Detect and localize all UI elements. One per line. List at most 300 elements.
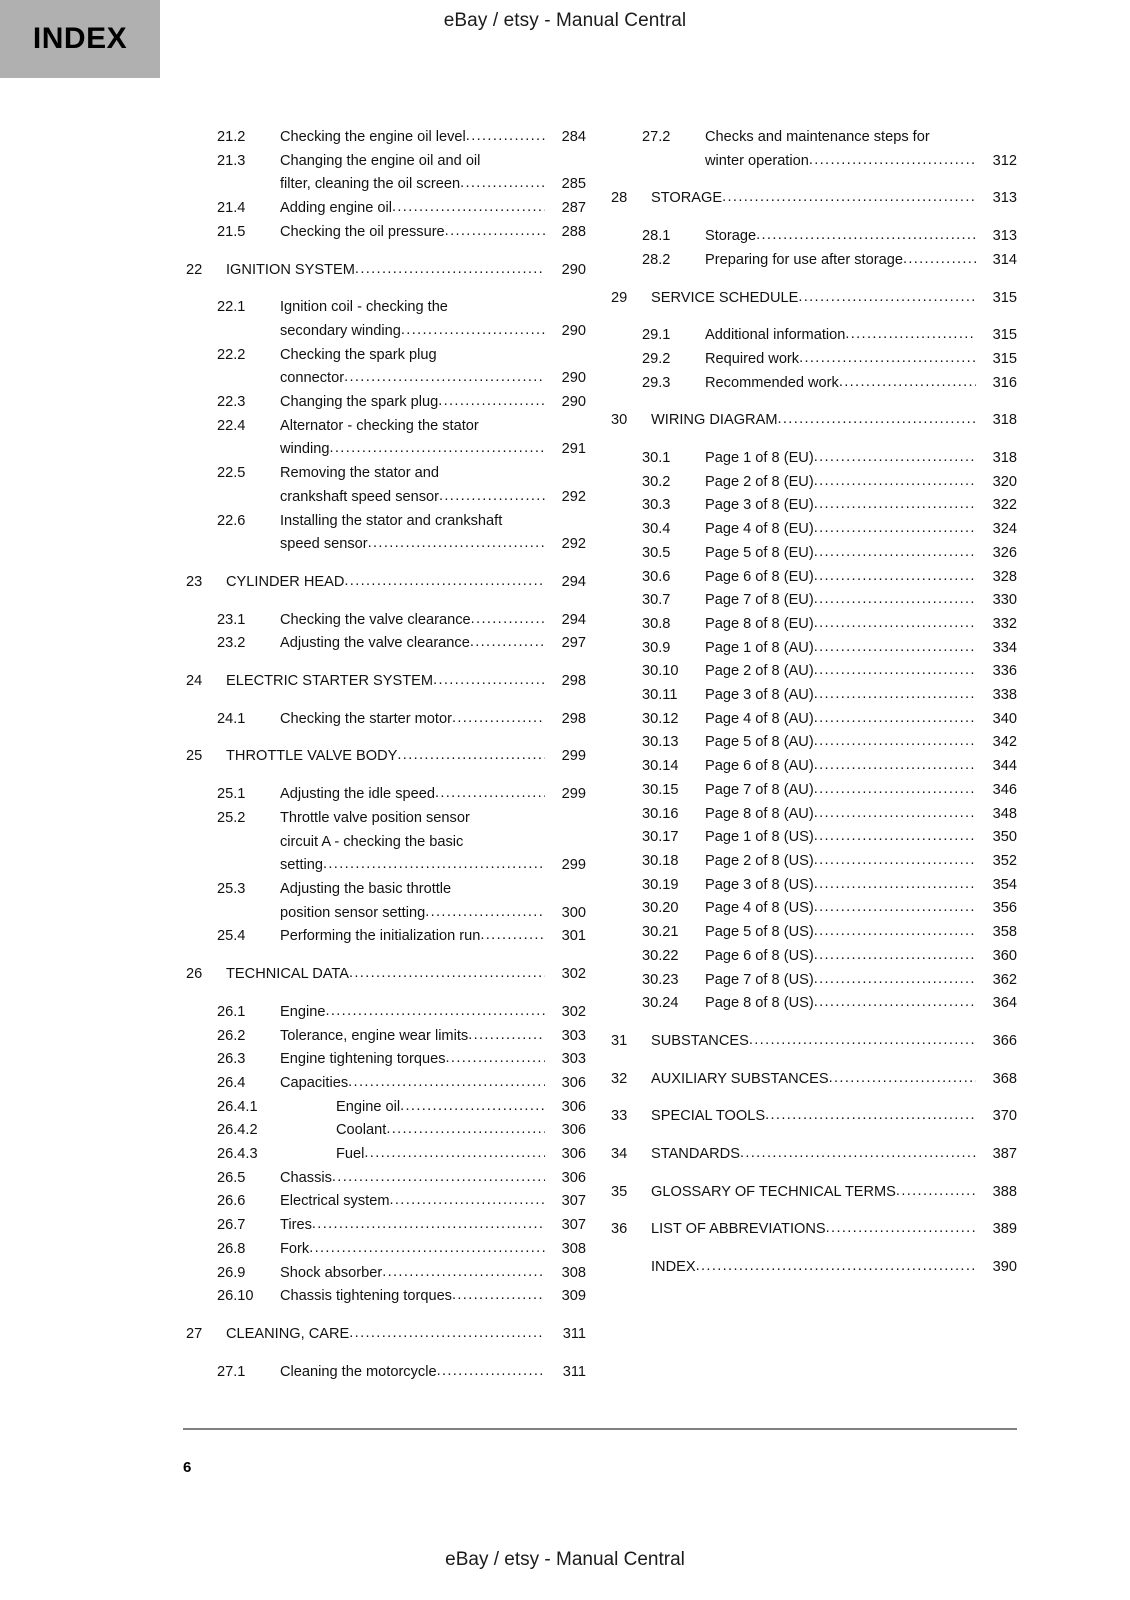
toc-entry-title-wrap bbox=[280, 1238, 545, 1262]
toc-entry-line bbox=[611, 921, 1017, 945]
toc-entry-title-wrap bbox=[705, 660, 976, 684]
toc-entry-page: 328 bbox=[992, 568, 1017, 585]
toc-entry-line bbox=[186, 197, 586, 221]
toc-entry-number: 26.6 bbox=[217, 1193, 246, 1210]
toc-leader-dots bbox=[814, 945, 976, 968]
toc-entry-page: 318 bbox=[992, 412, 1017, 429]
toc-entry-title-wrap bbox=[705, 471, 976, 495]
toc-entry[interactable] bbox=[186, 1001, 586, 1025]
toc-entry-page: 301 bbox=[561, 928, 586, 945]
toc-entry-line bbox=[611, 684, 1017, 708]
toc-leader-dots bbox=[814, 518, 976, 541]
toc-entry-title: Chassis tightening torques bbox=[280, 1288, 452, 1305]
toc-leader-dots bbox=[903, 249, 976, 272]
toc-entry-title-wrap bbox=[280, 367, 545, 391]
toc-entry-title-wrap bbox=[705, 249, 976, 273]
toc-entry-line bbox=[186, 391, 586, 415]
toc-entry-page: 313 bbox=[992, 190, 1017, 207]
toc-entry-page: 306 bbox=[561, 1146, 586, 1163]
toc-entry-title: SERVICE SCHEDULE bbox=[651, 289, 799, 306]
toc-entry-number: 30.2 bbox=[642, 473, 671, 490]
toc-entry-title-wrap bbox=[705, 566, 976, 590]
toc-leader-dots bbox=[814, 660, 976, 683]
toc-entry-title-wrap bbox=[705, 803, 976, 827]
toc-entry-page: 303 bbox=[561, 1051, 586, 1068]
toc-entry-title: Storage bbox=[705, 228, 757, 245]
toc-entry-title: Adjusting the idle speed bbox=[280, 786, 435, 803]
toc-entry[interactable] bbox=[611, 187, 1017, 211]
toc-entry-line bbox=[186, 1214, 586, 1238]
toc-leader-dots bbox=[814, 850, 976, 873]
toc-entry-number: 22.3 bbox=[217, 394, 246, 411]
toc-entry[interactable] bbox=[186, 1262, 586, 1286]
toc-entry-line bbox=[186, 1096, 586, 1120]
toc-entry[interactable] bbox=[611, 921, 1017, 945]
toc-entry-title-wrap bbox=[280, 150, 545, 174]
toc-entry-title: speed sensor bbox=[280, 536, 368, 553]
toc-entry-line bbox=[186, 632, 586, 656]
toc-entry[interactable] bbox=[186, 1285, 586, 1309]
toc-entry[interactable] bbox=[186, 571, 586, 595]
toc-leader-dots bbox=[756, 225, 976, 248]
toc-entry-title: STORAGE bbox=[651, 190, 723, 207]
toc-entry[interactable] bbox=[611, 637, 1017, 661]
toc-entry-title-wrap bbox=[280, 533, 545, 557]
toc-entry-title-wrap bbox=[226, 963, 545, 987]
toc-entry-number: 27.2 bbox=[642, 129, 671, 145]
toc-entry-title-wrap bbox=[280, 783, 545, 807]
toc-entry-title: Page 2 of 8 (EU) bbox=[705, 473, 814, 490]
toc-entry[interactable] bbox=[611, 494, 1017, 518]
toc-entry[interactable] bbox=[186, 259, 586, 283]
toc-entry-number: 26.2 bbox=[217, 1027, 246, 1044]
toc-entry-title: Adjusting the basic throttle bbox=[280, 880, 452, 897]
toc-leader-dots bbox=[814, 589, 976, 612]
toc-leader-dots bbox=[471, 609, 545, 632]
toc-entry-number: 25 bbox=[186, 748, 203, 765]
toc-leader-dots bbox=[323, 854, 545, 877]
toc-entry-title-wrap bbox=[280, 344, 545, 368]
toc-entry[interactable] bbox=[186, 670, 586, 694]
toc-entry-page: 334 bbox=[992, 639, 1017, 656]
toc-entry[interactable] bbox=[611, 1030, 1017, 1054]
toc-leader-dots bbox=[839, 372, 976, 395]
toc-entry-page: 318 bbox=[992, 450, 1017, 467]
toc-entry[interactable] bbox=[186, 510, 586, 557]
toc-entry-page: 308 bbox=[561, 1264, 586, 1281]
toc-entry[interactable] bbox=[611, 874, 1017, 898]
toc-entry-line bbox=[186, 1285, 586, 1309]
toc-entry-line bbox=[611, 324, 1017, 348]
toc-leader-dots bbox=[814, 897, 976, 920]
index-tab-label: INDEX bbox=[32, 22, 128, 55]
toc-entry-title: Performing the initialization run bbox=[280, 928, 481, 945]
toc-entry-title-wrap bbox=[705, 348, 976, 372]
toc-entry-title-wrap bbox=[705, 518, 976, 542]
toc-leader-dots bbox=[814, 803, 976, 826]
toc-entry-number: 26.4.2 bbox=[217, 1122, 258, 1139]
toc-entry[interactable] bbox=[186, 391, 586, 415]
toc-leader-dots bbox=[829, 1068, 976, 1091]
toc-entry[interactable] bbox=[186, 1190, 586, 1214]
toc-entry-page: 358 bbox=[992, 924, 1017, 941]
toc-entry-line bbox=[186, 259, 586, 283]
toc-entry-number: 23 bbox=[186, 573, 203, 590]
toc-entry-number: 22.1 bbox=[217, 299, 246, 316]
toc-entry[interactable] bbox=[611, 708, 1017, 732]
toc-entry-title: Page 8 of 8 (EU) bbox=[705, 615, 814, 632]
toc-entry[interactable] bbox=[186, 462, 586, 509]
toc-entry[interactable] bbox=[186, 1143, 586, 1167]
toc-entry-page: 294 bbox=[561, 611, 586, 628]
toc-entry[interactable] bbox=[186, 1167, 586, 1191]
toc-entry-title: Fork bbox=[280, 1240, 310, 1257]
toc-entry[interactable] bbox=[611, 969, 1017, 993]
toc-entry-page: 350 bbox=[992, 829, 1017, 846]
toc-leader-dots bbox=[896, 1181, 976, 1204]
toc-entry-number: 27 bbox=[186, 1325, 203, 1342]
toc-entry[interactable] bbox=[611, 447, 1017, 471]
toc-entry[interactable] bbox=[186, 1214, 586, 1238]
toc-entry-line bbox=[611, 518, 1017, 542]
toc-entry[interactable] bbox=[186, 1096, 586, 1120]
toc-entry[interactable] bbox=[611, 613, 1017, 637]
toc-entry-line bbox=[611, 589, 1017, 613]
toc-entry-line bbox=[611, 249, 1017, 273]
toc-entry-line bbox=[186, 1048, 586, 1072]
toc-entry-title-wrap bbox=[280, 438, 545, 462]
toc-leader-dots bbox=[466, 126, 545, 149]
toc-entry-title: Page 1 of 8 (US) bbox=[705, 829, 814, 846]
toc-entry-number: 26.5 bbox=[217, 1169, 246, 1186]
toc-entry-line bbox=[611, 494, 1017, 518]
toc-entry[interactable] bbox=[186, 1025, 586, 1049]
toc-entry-title-wrap bbox=[280, 609, 545, 633]
toc-entry-title: Page 8 of 8 (US) bbox=[705, 995, 814, 1012]
toc-entry-number: 30.9 bbox=[642, 639, 671, 656]
toc-entry[interactable] bbox=[186, 1361, 586, 1385]
toc-entry[interactable] bbox=[611, 1181, 1017, 1205]
toc-entry-number: 35 bbox=[611, 1183, 628, 1200]
toc-entry-title: Tolerance, engine wear limits bbox=[280, 1027, 469, 1044]
header-brand-text: eBay / etsy - Manual Central bbox=[443, 10, 687, 31]
toc-entry-title-wrap bbox=[280, 221, 545, 245]
toc-entry[interactable] bbox=[186, 609, 586, 633]
toc-entry[interactable] bbox=[611, 1143, 1017, 1167]
toc-entry-title-wrap bbox=[705, 684, 976, 708]
toc-entry[interactable] bbox=[611, 945, 1017, 969]
toc-entry-line bbox=[611, 126, 1017, 150]
toc-entry[interactable] bbox=[186, 963, 586, 987]
toc-entry-line bbox=[611, 1105, 1017, 1129]
toc-entry-number: 30.10 bbox=[642, 663, 679, 680]
toc-entry-number: 30.14 bbox=[642, 758, 679, 775]
toc-leader-dots bbox=[809, 150, 976, 173]
toc-entry-line bbox=[186, 902, 586, 926]
toc-leader-dots bbox=[452, 708, 545, 731]
toc-entry-page: 352 bbox=[992, 852, 1017, 869]
toc-leader-dots bbox=[312, 1214, 545, 1237]
toc-entry-number: 30.21 bbox=[642, 924, 679, 941]
toc-entry-number: 26.4.1 bbox=[217, 1098, 258, 1115]
toc-entry-page: 303 bbox=[561, 1027, 586, 1044]
toc-entry[interactable] bbox=[611, 589, 1017, 613]
toc-entry-title: Page 3 of 8 (AU) bbox=[705, 687, 814, 704]
toc-entry[interactable] bbox=[186, 708, 586, 732]
toc-entry-title-wrap bbox=[705, 945, 976, 969]
toc-entry[interactable] bbox=[611, 471, 1017, 495]
toc-entry[interactable] bbox=[611, 660, 1017, 684]
toc-entry-line bbox=[186, 296, 586, 320]
toc-entry-title-wrap bbox=[280, 173, 545, 197]
toc-entry[interactable] bbox=[611, 372, 1017, 396]
toc-entry-number: 26.7 bbox=[217, 1217, 246, 1234]
toc-entry-title: THROTTLE VALVE BODY bbox=[226, 748, 398, 765]
toc-entry-page: 344 bbox=[992, 758, 1017, 775]
toc-entry-title-wrap bbox=[280, 925, 545, 949]
toc-entry[interactable] bbox=[611, 779, 1017, 803]
toc-entry-number: 29 bbox=[611, 289, 628, 306]
toc-entry-number: 25.1 bbox=[217, 786, 246, 803]
toc-entry[interactable] bbox=[611, 348, 1017, 372]
toc-entry-title-wrap bbox=[280, 320, 545, 344]
toc-entry-line bbox=[611, 945, 1017, 969]
toc-entry-title: Page 2 of 8 (AU) bbox=[705, 663, 814, 680]
toc-entry[interactable] bbox=[186, 783, 586, 807]
toc-entry[interactable] bbox=[186, 126, 586, 150]
toc-entry-title-wrap bbox=[280, 1001, 545, 1025]
toc-leader-dots bbox=[439, 486, 545, 509]
toc-entry-title-wrap bbox=[280, 126, 545, 150]
toc-entry[interactable] bbox=[186, 1072, 586, 1096]
toc-entry-line bbox=[611, 1181, 1017, 1205]
toc-entry[interactable] bbox=[611, 826, 1017, 850]
toc-entry-title-wrap bbox=[705, 969, 976, 993]
toc-entry[interactable] bbox=[186, 878, 586, 925]
toc-leader-dots bbox=[435, 783, 545, 806]
toc-leader-dots bbox=[438, 391, 545, 414]
toc-entry[interactable] bbox=[611, 850, 1017, 874]
toc-entry-page: 313 bbox=[992, 228, 1017, 245]
toc-entry[interactable] bbox=[611, 409, 1017, 433]
toc-entry-title: CLEANING, CARE bbox=[226, 1325, 350, 1342]
toc-entry-page: 338 bbox=[992, 687, 1017, 704]
toc-leader-dots bbox=[386, 1119, 545, 1142]
toc-entry-number: 28 bbox=[611, 190, 628, 207]
toc-entry-line bbox=[611, 1143, 1017, 1167]
toc-entry[interactable] bbox=[186, 807, 586, 878]
toc-entry[interactable] bbox=[611, 324, 1017, 348]
toc-leader-dots bbox=[468, 1025, 545, 1048]
toc-entry-line bbox=[186, 1323, 586, 1347]
toc-entry-line bbox=[186, 150, 586, 174]
toc-entry-number: 22.2 bbox=[217, 346, 246, 363]
toc-entry-number: 30.7 bbox=[642, 592, 671, 609]
toc-entry-title-wrap bbox=[280, 415, 545, 439]
toc-entry-line bbox=[186, 533, 586, 557]
toc-entry-title-wrap bbox=[705, 897, 976, 921]
toc-entry-line bbox=[611, 1030, 1017, 1054]
footer-divider bbox=[183, 1428, 1017, 1430]
toc-entry-page: 292 bbox=[561, 536, 586, 553]
toc-entry-title-wrap bbox=[705, 826, 976, 850]
toc-entry[interactable] bbox=[611, 518, 1017, 542]
toc-entry[interactable] bbox=[611, 897, 1017, 921]
toc-entry-line bbox=[611, 826, 1017, 850]
toc-entry-title: LIST OF ABBREVIATIONS bbox=[651, 1221, 826, 1238]
toc-entry-line bbox=[611, 1068, 1017, 1092]
toc-entry-line bbox=[611, 287, 1017, 311]
toc-entry[interactable] bbox=[186, 1238, 586, 1262]
toc-entry-page: 332 bbox=[992, 615, 1017, 632]
toc-entry-page: 316 bbox=[992, 374, 1017, 391]
toc-entry-line bbox=[611, 187, 1017, 211]
toc-entry-title-wrap bbox=[226, 571, 545, 595]
toc-entry-number: 33 bbox=[611, 1108, 628, 1125]
toc-entry[interactable] bbox=[186, 415, 586, 462]
toc-entry[interactable] bbox=[611, 1218, 1017, 1242]
toc-entry[interactable] bbox=[611, 542, 1017, 566]
toc-entry-title: filter, cleaning the oil screen bbox=[280, 176, 461, 193]
toc-entry-title-wrap bbox=[705, 708, 976, 732]
toc-entry-title: connector bbox=[280, 370, 345, 387]
toc-entry-page: 306 bbox=[561, 1098, 586, 1115]
toc-entry-title-wrap bbox=[651, 1256, 976, 1280]
toc-entry-line bbox=[186, 807, 586, 831]
toc-entry-number: 28.1 bbox=[642, 228, 671, 245]
toc-entry-title-wrap bbox=[651, 1218, 976, 1242]
toc-entry-title-wrap bbox=[705, 779, 976, 803]
toc-entry-title-wrap bbox=[705, 372, 976, 396]
toc-entry-title-wrap bbox=[280, 391, 545, 415]
toc-entry-page: 290 bbox=[561, 394, 586, 411]
toc-leader-dots bbox=[452, 1285, 545, 1308]
toc-entry-title: Page 4 of 8 (US) bbox=[705, 900, 814, 917]
toc-entry-page: 342 bbox=[992, 734, 1017, 751]
toc-leader-dots bbox=[364, 1143, 545, 1166]
toc-leader-dots bbox=[845, 324, 976, 347]
toc-entry[interactable] bbox=[611, 1068, 1017, 1092]
toc-entry-page: 299 bbox=[561, 786, 586, 803]
toc-entry[interactable] bbox=[186, 296, 586, 343]
toc-entry-line bbox=[186, 173, 586, 197]
toc-entry-line bbox=[611, 969, 1017, 993]
toc-entry-line bbox=[186, 344, 586, 368]
toc-entry-title: Cleaning the motorcycle bbox=[280, 1363, 437, 1380]
toc-entry-page: 315 bbox=[992, 327, 1017, 344]
toc-entry-line bbox=[186, 1167, 586, 1191]
toc-entry[interactable] bbox=[611, 803, 1017, 827]
toc-entry[interactable] bbox=[611, 731, 1017, 755]
toc-entry[interactable] bbox=[186, 150, 586, 197]
toc-entry-line bbox=[186, 571, 586, 595]
toc-leader-dots bbox=[325, 1001, 545, 1024]
toc-entry-page: 307 bbox=[561, 1193, 586, 1210]
toc-entry[interactable] bbox=[186, 1048, 586, 1072]
toc-entry-title: Page 4 of 8 (EU) bbox=[705, 521, 814, 538]
toc-entry[interactable] bbox=[611, 1105, 1017, 1129]
toc-entry-title: Chassis bbox=[280, 1169, 332, 1186]
toc-entry[interactable] bbox=[611, 287, 1017, 311]
toc-entry-page: 326 bbox=[992, 544, 1017, 561]
toc-entry[interactable] bbox=[186, 197, 586, 221]
toc-entry-line bbox=[186, 510, 586, 534]
toc-entry-title: Changing the spark plug bbox=[280, 394, 439, 411]
toc-entry[interactable] bbox=[611, 755, 1017, 779]
toc-entry-page: 311 bbox=[562, 1363, 586, 1380]
toc-entry[interactable] bbox=[611, 249, 1017, 273]
toc-entry[interactable] bbox=[611, 566, 1017, 590]
toc-entry[interactable] bbox=[611, 1256, 1017, 1280]
toc-entry-line bbox=[611, 372, 1017, 396]
toc-entry[interactable] bbox=[186, 745, 586, 769]
toc-entry-title: Checking the oil pressure bbox=[280, 223, 445, 240]
toc-entry-title-wrap bbox=[705, 225, 976, 249]
toc-entry-title: Checking the valve clearance bbox=[280, 611, 471, 628]
toc-entry-line bbox=[611, 850, 1017, 874]
toc-entry-title: INDEX bbox=[651, 1259, 696, 1276]
toc-leader-dots bbox=[397, 745, 545, 768]
toc-entry[interactable] bbox=[186, 221, 586, 245]
toc-entry-title: Additional information bbox=[705, 327, 846, 344]
toc-entry[interactable] bbox=[186, 925, 586, 949]
toc-entry-number: 25.3 bbox=[217, 880, 246, 897]
toc-entry[interactable] bbox=[186, 632, 586, 656]
toc-entry-title: winding bbox=[280, 441, 330, 458]
toc-entry[interactable] bbox=[611, 225, 1017, 249]
toc-entry-title: Recommended work bbox=[705, 374, 839, 391]
toc-entry-number: 21.4 bbox=[217, 200, 246, 217]
toc-entry-number: 32 bbox=[611, 1070, 628, 1087]
toc-entry-title: CYLINDER HEAD bbox=[226, 573, 345, 590]
toc-entry-title-wrap bbox=[705, 755, 976, 779]
toc-entry-title-wrap bbox=[651, 1068, 976, 1092]
toc-leader-dots bbox=[425, 902, 545, 925]
toc-entry-line bbox=[186, 438, 586, 462]
toc-entry[interactable] bbox=[611, 684, 1017, 708]
toc-entry-title: Page 5 of 8 (US) bbox=[705, 924, 814, 941]
toc-leader-dots bbox=[696, 1256, 976, 1279]
toc-entry-number: 28.2 bbox=[642, 251, 671, 268]
toc-entry-page: 294 bbox=[561, 573, 586, 590]
toc-entry-line bbox=[611, 660, 1017, 684]
toc-entry-page: 309 bbox=[561, 1288, 586, 1305]
toc-entry-line bbox=[611, 150, 1017, 174]
toc-entry-title: Page 3 of 8 (EU) bbox=[705, 497, 814, 514]
toc-entry-title-wrap bbox=[705, 921, 976, 945]
toc-leader-dots bbox=[344, 571, 545, 594]
toc-entry-title: secondary winding bbox=[280, 322, 401, 339]
toc-entry-title-wrap bbox=[280, 632, 545, 656]
toc-entry-line bbox=[186, 1072, 586, 1096]
toc-entry[interactable] bbox=[186, 1323, 586, 1347]
toc-entry[interactable] bbox=[186, 344, 586, 391]
toc-entry-line bbox=[611, 1218, 1017, 1242]
toc-entry[interactable] bbox=[611, 126, 1017, 173]
toc-entry-line bbox=[186, 320, 586, 344]
toc-entry-line bbox=[611, 803, 1017, 827]
toc-entry-page: 292 bbox=[561, 488, 586, 505]
toc-entry-title-wrap bbox=[705, 324, 976, 348]
toc-entry[interactable] bbox=[611, 992, 1017, 1016]
toc-entry-title-wrap bbox=[705, 447, 976, 471]
toc-entry-line bbox=[611, 471, 1017, 495]
toc-entry-page: 340 bbox=[992, 710, 1017, 727]
toc-entry-number: 30.24 bbox=[642, 995, 679, 1012]
toc-entry[interactable] bbox=[186, 1119, 586, 1143]
toc-entry-number: 30.6 bbox=[642, 568, 671, 585]
toc-entry-number: 23.1 bbox=[217, 611, 246, 628]
